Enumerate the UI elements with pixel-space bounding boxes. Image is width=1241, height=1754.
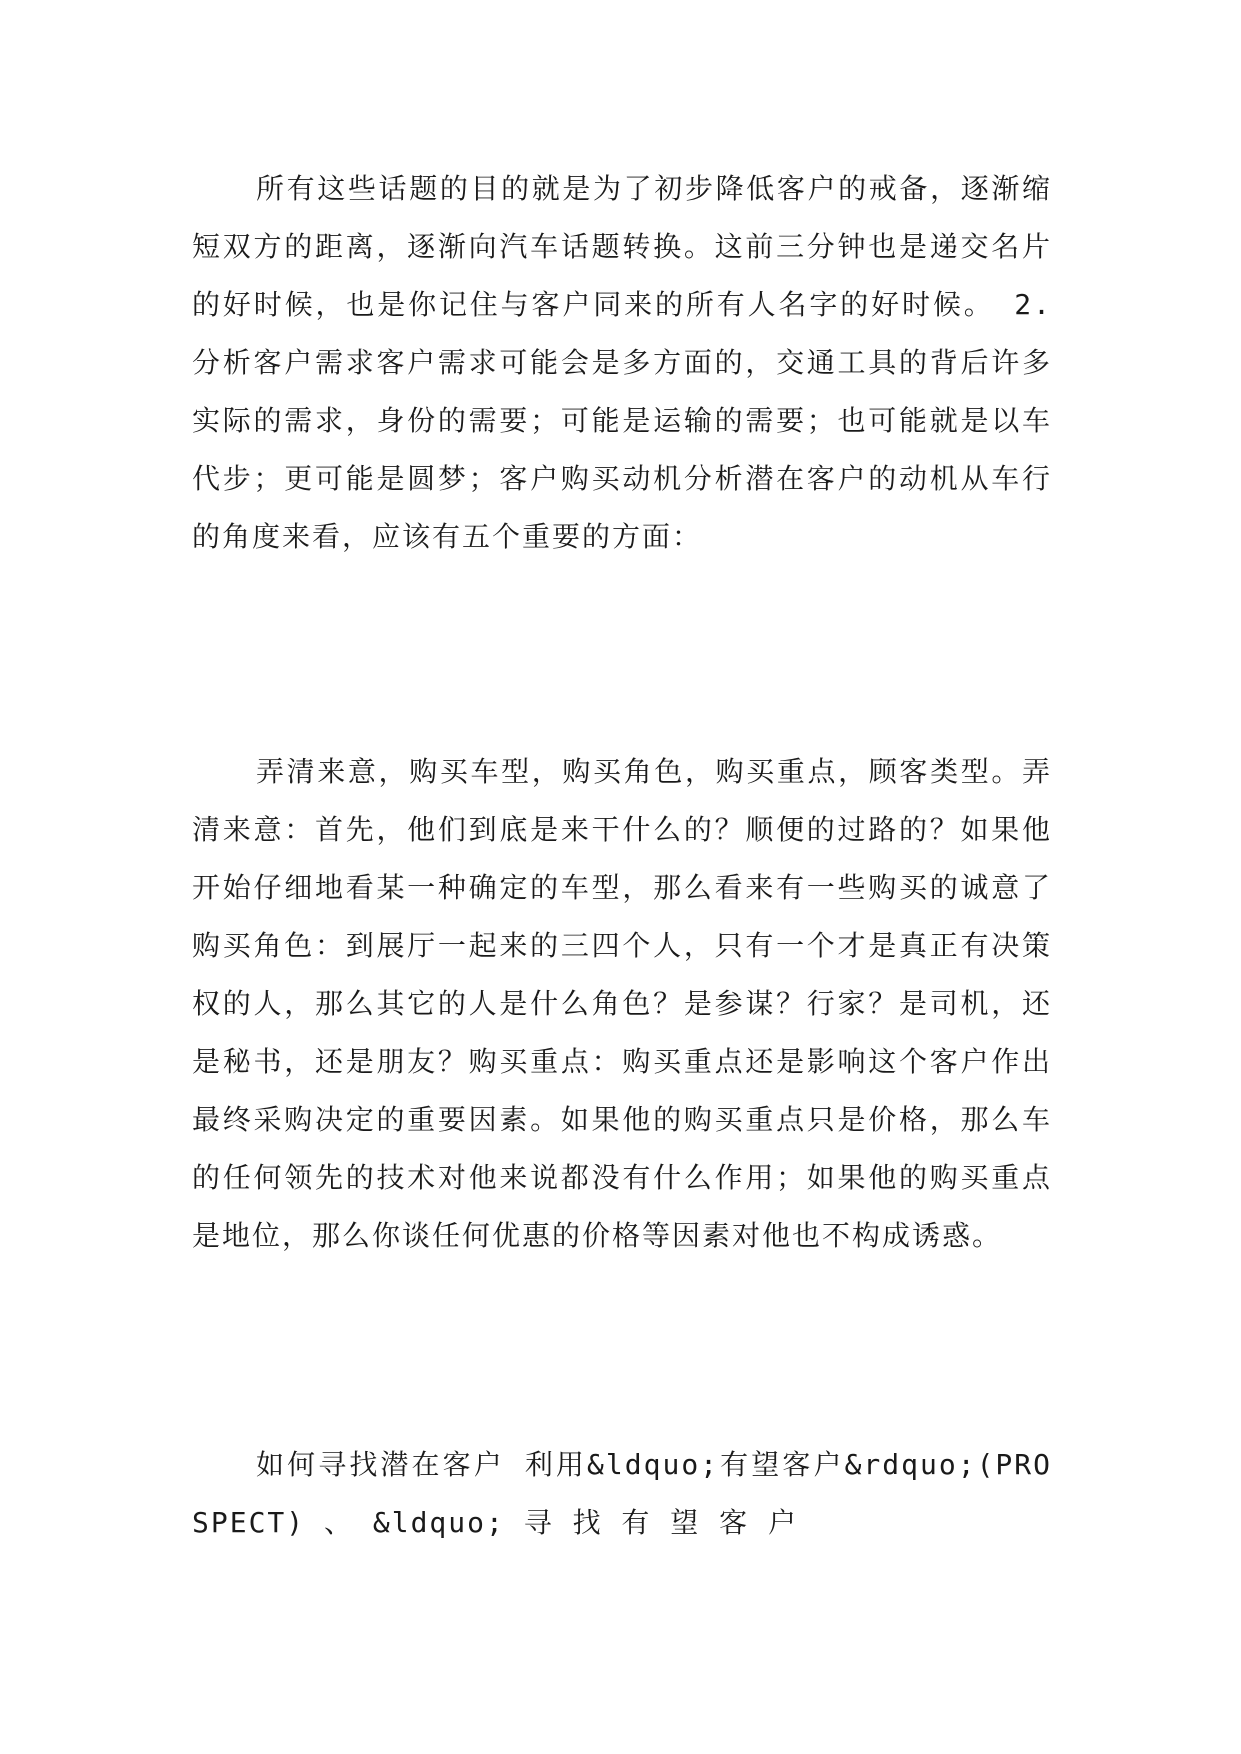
body-paragraph: 所有这些话题的目的就是为了初步降低客户的戒备，逐渐缩短双方的距离，逐渐向汽车话题转换。这前三分钟也是递交名片的好时候，也是你记住与客户同来的所有人名字的好时候。 2.分析客户需求客户需求可能会是多方面的，交通工具的背后许多实际的需求，身份的需要；可能是运输的需要；也可能就是以车代步；更可能是圆梦；客户购买动机分析潜在客户的动机从车行的角度来看，应该有五个重要的方面：: [192, 172, 1052, 553]
body-paragraph: 如何寻找潜在客户 利用&ldquo;有望客户&rdquo;(PROSPECT) 、 &ldquo; 寻 找 有 望 客 户: [192, 1448, 1052, 1539]
body-paragraph: 弄清来意，购买车型，购买角色，购买重点，顾客类型。弄清来意：首先，他们到底是来干什么的？顺便的过路的？如果他开始仔细地看某一种确定的车型，那么看来有一些购买的诚意了购买角色：到展厅一起来的三四个人，只有一个才是真正有决策权的人，那么其它的人是什么角色？是参谋？行家？是司机，还是秘书，还是朋友？购买重点：购买重点还是影响这个客户作出最终采购决定的重要因素。如果他的购买重点只是价格，那么车的任何领先的技术对他来说都没有什么作用；如果他的购买重点是地位，那么你谈任何优惠的价格等因素对他也不构成诱惑。: [192, 755, 1052, 1252]
